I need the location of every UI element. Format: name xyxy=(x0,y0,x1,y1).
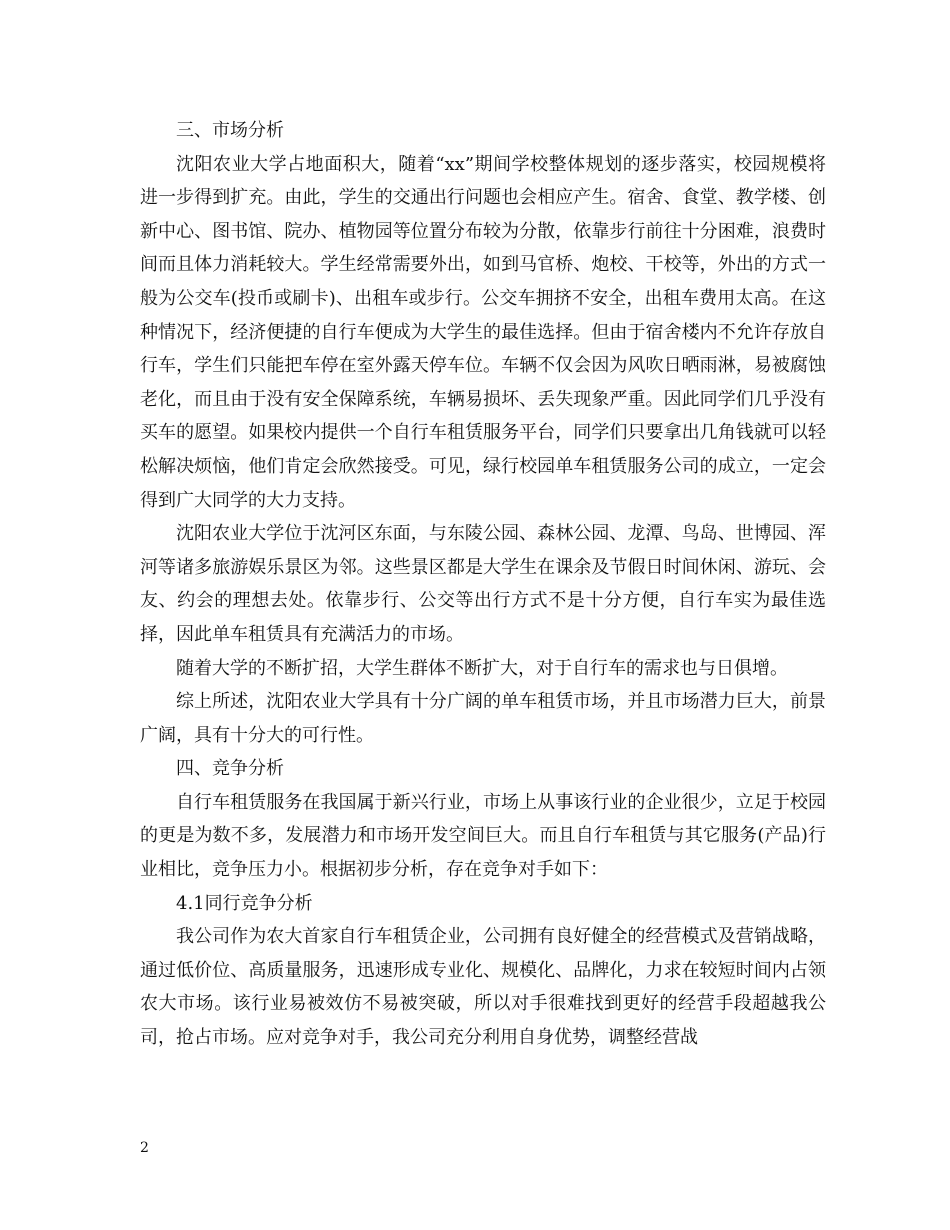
paragraph: 沈阳农业大学占地面积大，随着“xx”期间学校整体规划的逐步落实，校园规模将进一步得到扩充。由此，学生的交通出行问题也会相应产生。宿舍、食堂、教学楼、创新中心、图书馆、院办、植物园等位置分布较为分散，依靠步行前往十分困难，浪费时间而且体力消耗较大。学生经常需要外出，如到马官桥、炮校、干校等，外出的方式一般为公交车(投币或刷卡)、出租车或步行。公交车拥挤不安全，出租车费用太高。在这种情况下，经济便捷的自行车便成为大学生的最佳选择。但由于宿舍楼内不允许存放自行车，学生们只能把车停在室外露天停车位。车辆不仅会因为风吹日晒雨淋，易被腐蚀老化，而且由于没有安全保障系统，车辆易损坏、丢失现象严重。因此同学们几乎没有买车的愿望。如果校内提供一个自行车租赁服务平台，同学们只要拿出几角钱就可以轻松解决烦恼，他们肯定会欣然接受。可见，绿行校园单车租赁服务公司的成立，一定会得到广大同学的大力支持。 xyxy=(140,153,826,511)
section-heading-market-analysis: 三、市场分析 xyxy=(176,120,284,141)
paragraph: 自行车租赁服务在我国属于新兴行业，市场上从事该行业的企业很少，立足于校园的更是为数不多，发展潜力和市场开发空间巨大。而且自行车租赁与其它服务(产品)行业相比，竞争压力小。根据初步分析，存在竞争对手如下： xyxy=(140,791,826,881)
paragraph: 综上所述，沈阳农业大学具有十分广阔的单车租赁市场，并且市场潜力巨大，前景广阔，具有十分大的可行性。 xyxy=(140,691,826,746)
section-heading-competition-analysis: 四、竞争分析 xyxy=(176,758,284,780)
page-number: 2 xyxy=(140,1140,149,1156)
document-body xyxy=(140,114,826,1055)
paragraph: 沈阳农业大学位于沈河区东面，与东陵公园、森林公园、龙潭、鸟岛、世博园、浑河等诸多旅游娱乐景区为邻。这些景区都是大学生在课余及节假日时间休闲、游玩、会友、约会的理想去处。依靠步行、公交等出行方式不是十分方便，自行车实为最佳选择，因此单车租赁具有充满活力的市场。 xyxy=(140,523,826,645)
paragraph: 随着大学的不断扩招，大学生群体不断扩大，对于自行车的需求也与日俱增。 xyxy=(176,657,788,679)
subsection-heading-peer-competition: 4.1同行竞争分析 xyxy=(176,892,313,914)
paragraph: 我公司作为农大首家自行车租赁企业，公司拥有良好健全的经营模式及营销战略，通过低价位、高质量服务，迅速形成专业化、规模化、品牌化，力求在较短时间内占领农大市场。该行业易被效仿不易被突破，所以对手很难找到更好的经营手段超越我公司，抢占市场。应对竞争对手，我公司充分利用自身优势，调整经营战 xyxy=(140,926,826,1049)
